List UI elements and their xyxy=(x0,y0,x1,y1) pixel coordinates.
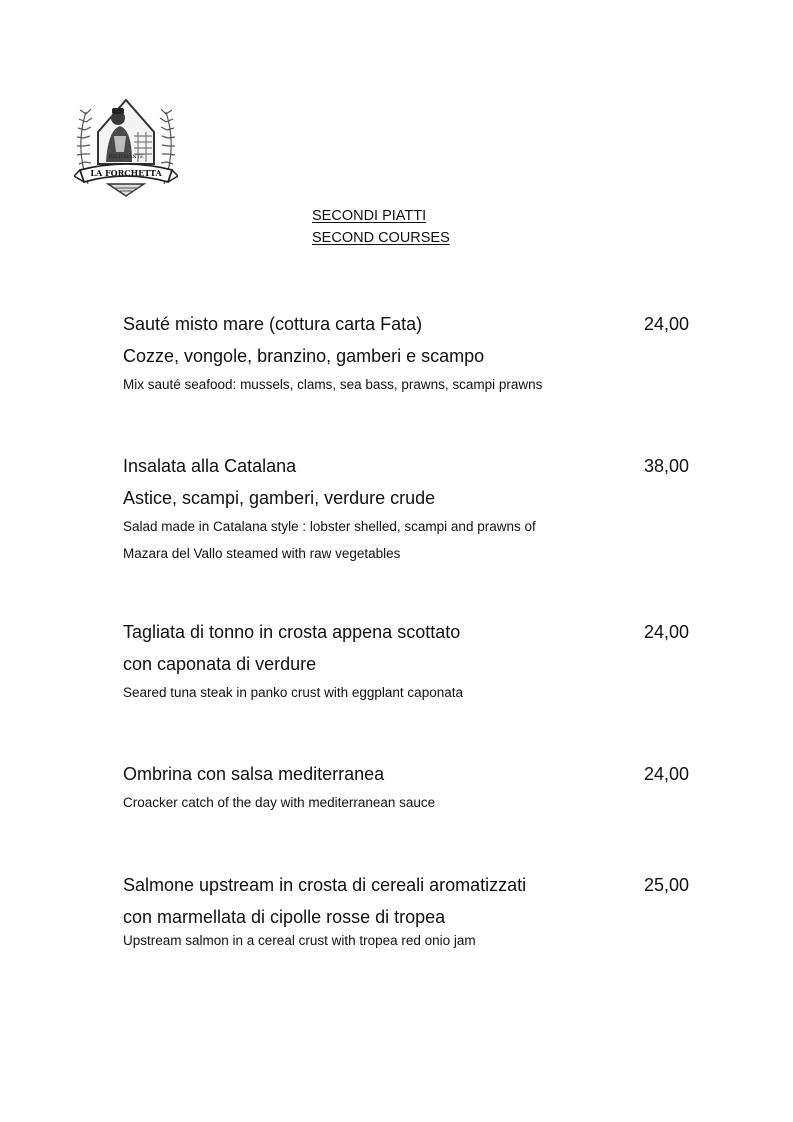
dish-english-description: Upstream salmon in a cereal crust with tropea red onio jam xyxy=(123,933,476,948)
dish-item xyxy=(123,873,689,950)
dish-name: Tagliata di tonno in crosta appena scottato xyxy=(123,622,461,642)
dish-english-description: Mix sauté seafood: mussels, clams, sea bass, prawns, scampi prawns xyxy=(123,377,543,392)
dish-subtitle: Astice, scampi, gamberi, verdure crude xyxy=(123,488,436,508)
dish-name: Salmone upstream in crosta di cereali aromatizzati xyxy=(123,875,527,895)
dish-price: 25,00 xyxy=(643,875,689,895)
section-heading xyxy=(312,205,450,249)
dish-name: Sauté misto mare (cottura carta Fata) xyxy=(123,314,423,334)
dish-name: Insalata alla Catalana xyxy=(123,456,297,476)
dish-english-description: Croacker catch of the day with mediterranean sauce xyxy=(123,795,436,810)
dish-english-description: Salad made in Catalana style : lobster shelled, scampi and prawns of xyxy=(123,519,536,534)
dish-subtitle: con marmellata di cipolle rosse di tropea xyxy=(123,907,446,927)
dish-name: Ombrina con salsa mediterranea xyxy=(123,764,385,784)
dish-subtitle: con caponata di verdure xyxy=(123,654,317,674)
dish-price: 38,00 xyxy=(643,456,689,476)
dish-price: 24,00 xyxy=(643,764,689,784)
svg-text:RISTORANTE: RISTORANTE xyxy=(108,154,144,160)
dish-english-description: Mazara del Vallo steamed with raw vegetables xyxy=(123,546,401,561)
heading-english: SECOND COURSES xyxy=(312,230,450,246)
dish-item xyxy=(123,762,689,812)
dish-price: 24,00 xyxy=(643,314,689,334)
dish-subtitle: Cozze, vongole, branzino, gamberi e scampo xyxy=(123,346,485,366)
heading-italian: SECONDI PIATTI xyxy=(312,208,427,224)
dish-price: 24,00 xyxy=(643,622,689,642)
dish-item xyxy=(123,312,689,394)
dish-item xyxy=(123,620,689,702)
dish-english-description: Seared tuna steak in panko crust with eggplant caponata xyxy=(123,685,463,700)
la-forchetta-logo-icon xyxy=(74,92,178,204)
dish-item xyxy=(123,454,689,563)
svg-text:LA FORCHETTA: LA FORCHETTA xyxy=(90,168,162,178)
